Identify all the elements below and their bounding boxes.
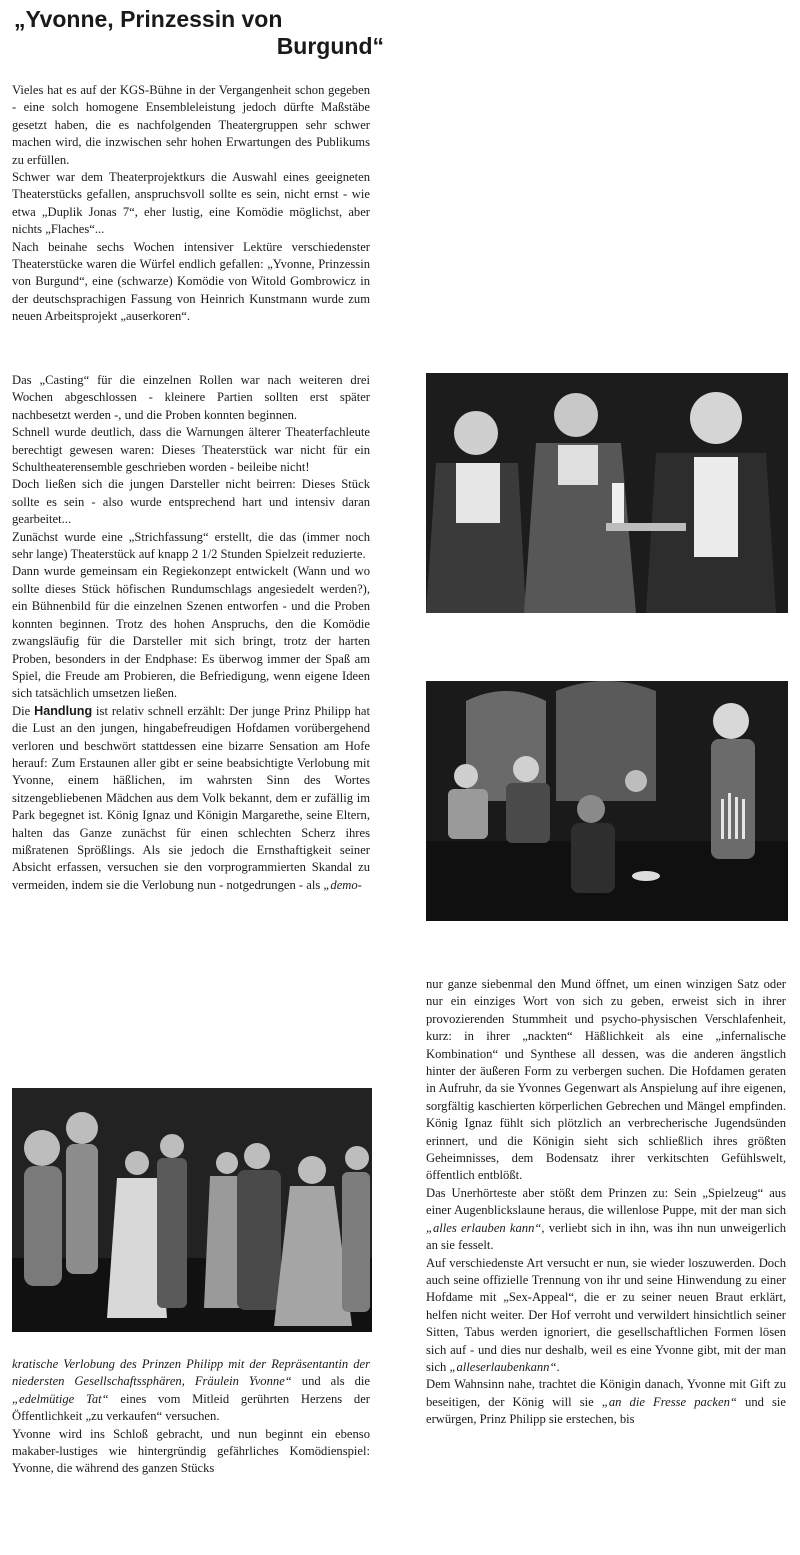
paragraph: Nach beinahe sechs Wochen intensiver Lektüre verschiedenster Theaterstücke waren die Würfel endlich gefallen: „Yvonne, Prinzessin von Burgund“, eine (schwarze) Komödie von Witold Gombrowicz in der deutschsprachigen Fassung von Heinrich Kunstmann wurde zum neuen Arbeitsprojekt „auserkoren“. <box>12 239 370 324</box>
article-title-line1: „Yvonne, Prinzessin von <box>14 6 283 32</box>
text-run: Das Unerhörteste aber stößt dem Prinzen zu: Sein „Spielzeug“ aus einer Augenblickslaune heraus, die willenlose Puppe, mit der man sich <box>426 1185 786 1218</box>
paragraph: Doch ließen sich die jungen Darsteller nicht beirren: Dieses Stück sollte es sein - also wurde entsprechend hart und intensiv daran gearbeitet... <box>12 477 370 527</box>
ensemble-photo-image <box>12 1088 372 1332</box>
paragraph: Yvonne wird ins Schloß gebracht, und nun beginnt ein ebenso makaber-lustiges wie hintergründig gefährliches Komödienspiel: Yvonne, die während des ganzen Stücks <box>12 1426 370 1476</box>
italic-run: „alles erlauben kann“ <box>426 1220 542 1235</box>
actresses-photo-image <box>426 373 788 613</box>
italic-run: „alleserlaubenkann“ <box>449 1359 557 1374</box>
italic-run: „edelmütige Tat“ <box>12 1391 109 1406</box>
stage-photo-three-actresses <box>426 373 788 613</box>
paragraph: Schwer war dem Theaterprojektkurs die Auswahl eines geeigneten Theaterstücks gefallen, anspruchsvoll sollte es sein, nicht ernst - wie etwa „Duplik Jonas 7“, eher lustig, eine Komödie möglichst, aber nichts „Flaches“... <box>12 170 370 237</box>
paragraph <box>12 1356 370 1426</box>
stage-photo-ensemble <box>12 1088 372 1332</box>
text-run: eines vom Mitleid gerührten Herzens der Öffentlichkeit „zu verkaufen“ versuchen. <box>12 1391 370 1424</box>
handlung-text: ist relativ schnell erzählt: Der junge Prinz Philipp hat die Lust an den jungen, hingabefreudigen Hofdamen vorübergehend verloren und beschwört stattdessen eine bizarre Sensation am Hofe herauf: Zum Erstaunen aller gibt er seine beabsichtigte Verlobung mit Yvonne, einem häßlichen, im wahrsten Sinn des Wortes sitzengebliebenen Mädchen aus dem Volk bekannt, dem er zufällig im Park begegnet ist. König Ignaz und Königin Margarethe, seine Eltern, halten das Ganze zunächst für einen schlechten Scherz ihres mißratenen Sprößlings. Als sie jedoch die Ernsthaftigkeit seiner Absicht erfassen, versuchen sie den vorprogrammierten Skandal zu vermeiden, indem sie die Verlobung nun - notgedrungen - als <box>12 703 370 892</box>
text-run: Auf verschiedenste Art versucht er nun, sie wieder loszuwerden. Doch auch seine offizielle Trennung von ihr und seine Hinwendung zu einer Hofdame mit „Sex-Appeal“, die er zu seiner neuen Braut erklärt, helfen nicht weiter. Der Hof verroht und verwildert hinsichtlich seiner Sitten, Tabus werden ignoriert, die gesellschaftlichen Formen lösen sich auf - und dies nur deshalb, weil es eine Yvonne gibt, mit der man sich <box>426 1255 786 1374</box>
text-run: . <box>556 1359 560 1374</box>
italic-run: „an die Fresse packen“ <box>601 1394 737 1409</box>
text-run: und als die <box>291 1374 370 1389</box>
text-run: , verliebt sich in ihn, was ihn nun unweigerlich an sie fesselt. <box>426 1220 786 1253</box>
paragraph <box>426 1255 786 1377</box>
paragraph: Vieles hat es auf der KGS-Bühne in der Vergangenheit schon gegeben - eine solch homogene Ensembleleistung jedoch dürfte Maßstäbe gesetzt haben, die es nachfolgenden Theatergruppen sehr schwer machen wird, die inzwischen sehr hohen Erwartungen des Publikums zu erfüllen. <box>12 83 370 167</box>
italic-run: kratische Verlobung des Prinzen Philipp mit der Repräsentantin der niedersten Gesellschaftssphären, Fräulein Yvonne“ <box>12 1357 370 1389</box>
paragraph <box>426 1376 786 1428</box>
handlung-prefix: Die <box>12 703 35 718</box>
right-column-body <box>426 976 786 1429</box>
left-column-continuation <box>12 1356 370 1478</box>
article-title-line2: Burgund“ <box>276 33 384 59</box>
paragraph <box>426 1185 786 1255</box>
handlung-keyword: Handlung <box>34 703 93 718</box>
paragraph: Zunächst wurde eine „Strichfassung“ erstellt, die das (immer noch sehr lange) Theaterstück auf knapp 2 1/2 Stunden Spielzeit reduzierte. <box>12 529 370 562</box>
text-run: und sie erwürgen, Prinz Philipp sie erstechen, bis <box>426 1394 786 1427</box>
text-run: Dem Wahnsinn nahe, trachtet die Königin danach, Yvonne mit Gift zu beseitigen, der König will sie <box>426 1377 786 1409</box>
left-column-body <box>12 372 370 894</box>
banquet-photo-image <box>426 681 788 921</box>
handlung-paragraph <box>12 703 370 894</box>
paragraph: Schnell wurde deutlich, dass die Warnungen älterer Theaterfachleute berechtigt gewesen waren: Dieses Theaterstück war nicht für ein Schultheaterensemble geschrieben worden - beileibe nicht! <box>12 425 370 475</box>
article-title <box>14 6 394 60</box>
stage-photo-banquet-scene <box>426 681 788 921</box>
paragraph: Das „Casting“ für die einzelnen Rollen war nach weiteren drei Wochen abgeschlossen - kleinere Partien sollten erst später nachbesetzt werden -, und die Proben konnten beginnen. <box>12 373 370 422</box>
paragraph: nur ganze siebenmal den Mund öffnet, um einen winzigen Satz oder nur ein einziges Wort von sich zu geben, erweist sich in ihrer provozierenden Stummheit und psycho-physischen Verschlafenheit, kurz: in ihrer „nackten“ Häßlichkeit als eine „infernalische Kombination“ und Synthese all dessen, was die anderen ängstlich hinter der äußeren Form zu verbergen suchen. Die Hofdamen geraten in Aufruhr, da sie Yvonnes Gegenwart als Anspielung auf ihre eigenen, sorgfältig kaschierten körperlichen Gebrechen und Mängel empfinden. König Ignaz fühlt sich plötzlich an verbrecherische Jugendsünden erinnert, und die Königin sieht sich schließlich ihres größten Geheimnisses, dem Bodensatz ihrer verkitschten Gefühlswelt, öffentlich entblößt. <box>426 977 786 1183</box>
handlung-emphasis: „demo- <box>323 877 362 892</box>
left-column-intro <box>12 82 370 326</box>
paragraph: Dann wurde gemeinsam ein Regiekonzept entwickelt (Wann und wo sollte dieses Stück höfischen Rundumschlags angesiedelt werden?), ein Bühnenbild für die einzelnen Szenen entworfen - und die Proben konnten beginnen. Trotz des hohen Anspruchs, den die Komödie zwangsläufig für die Darsteller mit sich bringt, trotz der harten Proben, besonders in der Endphase: Es überwog immer der Spaß am Spiel, die Freude am Probieren, die Befriedigung, wenn eigene Ideen sich tatsächlich umsetzen ließen. <box>12 564 370 701</box>
